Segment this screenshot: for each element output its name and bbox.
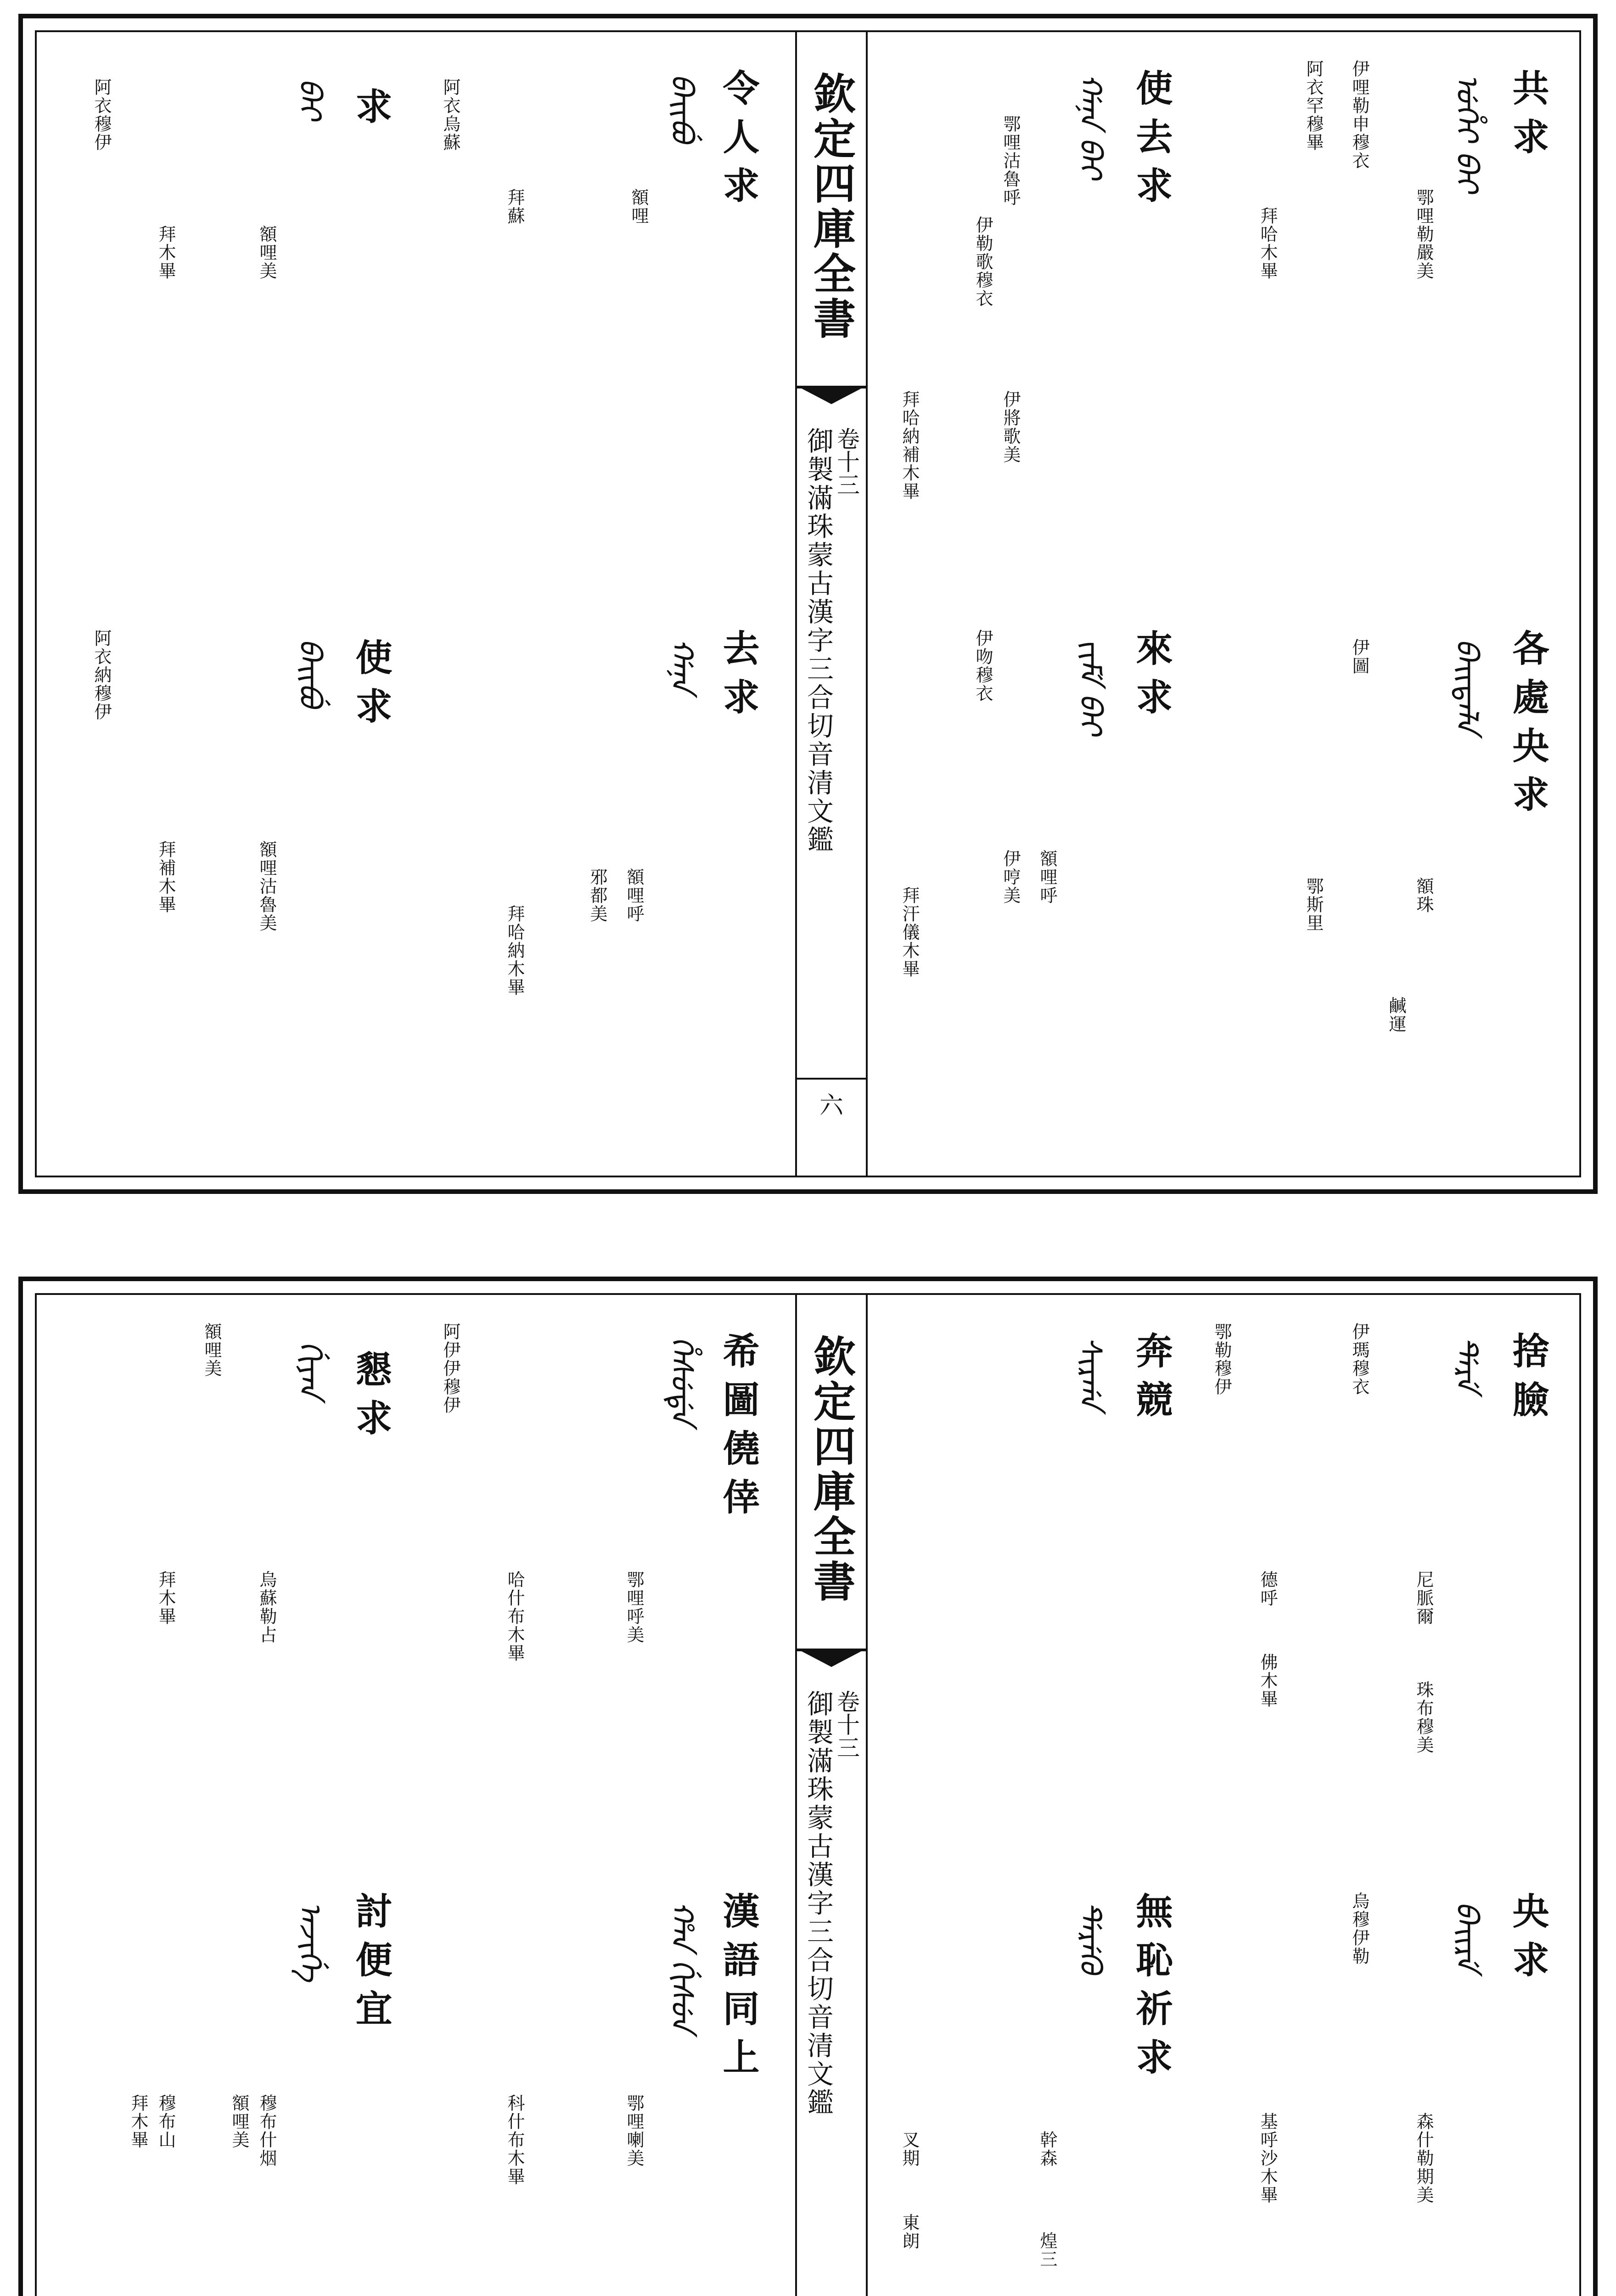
reading: 煌三 <box>1037 2232 1057 2268</box>
manchu-term: ᡤᡳᠶᠠᠨ <box>292 1341 328 1398</box>
reading: 伊哼美 <box>1000 850 1021 905</box>
entry-heading: 央求 <box>1506 1892 1549 1989</box>
entry-heading: 使求 <box>349 638 393 736</box>
reading: 阿衣穆伊 <box>91 78 112 152</box>
manchu-term: ᠵᡳᠮᡝ ᠪᠠᡳ <box>1073 638 1108 735</box>
book-title: 欽定四庫全書 <box>807 1334 856 1604</box>
entry-heading: 希圖僥倖 <box>717 1332 760 1526</box>
manchu-term: ᡥᠠᠨ ᡤᡳᠰᡠᠨ <box>664 1901 700 2032</box>
reading: 額哩美 <box>202 1322 222 1378</box>
spine-subtitle: 御製滿珠蒙古漢字三合切音清文鑑 <box>802 1690 834 2117</box>
reading: 烏蘇勒占 <box>257 1570 277 1644</box>
reading: 德呼 <box>1257 1570 1278 1607</box>
manchu-term: ᡥᡝᠰᡠᡩᡝ <box>664 1336 700 1424</box>
reading: 阿衣納穆伊 <box>91 629 112 721</box>
entry-heading: 無恥祈求 <box>1130 1892 1173 2087</box>
entry-heading: 來求 <box>1130 629 1173 726</box>
entry-heading: 各處央求 <box>1506 629 1549 824</box>
reading: 哈什布木畢 <box>505 1570 525 1662</box>
reading: 伊圖 <box>1349 638 1369 675</box>
reading: 鄂勒穆伊 <box>1212 1322 1232 1396</box>
entry-heading: 使去求 <box>1130 69 1173 215</box>
manchu-term: ᡤᠠᠨᠠ <box>664 638 700 692</box>
reading: 額哩 <box>628 188 649 225</box>
reading: 拜木畢 <box>156 1570 176 1626</box>
fish-tail-mark <box>797 1649 866 1670</box>
reading: 阿伊伊穆伊 <box>440 1322 460 1414</box>
reading: 拜木畢 <box>128 2094 148 2149</box>
reading: 拜汗儀木畢 <box>899 886 920 978</box>
reading: 伊吻穆衣 <box>973 629 993 703</box>
reading: 額哩沽魯美 <box>257 840 277 932</box>
reading: 烏穆伊勒 <box>1349 1892 1369 1965</box>
reading: 額珠 <box>1414 877 1434 914</box>
reading: 鄂哩勒嚴美 <box>1414 188 1434 280</box>
reading: 拜木畢 <box>156 225 176 280</box>
entry-heading: 懇求 <box>349 1350 393 1447</box>
manchu-term: ᠪᠠᡳᡨᠠᠯᠠ <box>1449 638 1485 733</box>
bottom-page <box>18 1277 1598 2296</box>
reading: 拜哈納木畢 <box>505 905 525 996</box>
manchu-term: ᠪᠠᡳᡵᡝ <box>1449 1901 1485 1971</box>
reading: 拜蘇 <box>505 188 525 225</box>
entry-heading: 討便宜 <box>349 1892 393 2038</box>
volume-label: 卷十三 <box>833 427 860 496</box>
manchu-term: ᠰᡳᡵᡤᠠ <box>1073 1336 1108 1409</box>
reading: 珠布穆美 <box>1414 1681 1434 1754</box>
reading: 拜哈納補木畢 <box>899 390 920 501</box>
entry-heading: 漢語同上 <box>717 1892 760 2087</box>
reading: 鄂斯里 <box>1303 877 1324 932</box>
entry-heading: 奔競 <box>1130 1332 1173 1429</box>
reading: 阿衣烏蘇 <box>440 78 460 152</box>
entry-heading: 捨臉 <box>1506 1332 1549 1429</box>
manchu-term: ᡩᡝᡵᡝᡴᡠ <box>1073 1901 1108 1974</box>
reading: 東朗 <box>899 2213 920 2250</box>
reading: 額哩呼 <box>1037 850 1057 905</box>
manchu-term: ᠠᠵᡳᡤᡝ <box>292 1901 328 1981</box>
spine <box>795 1295 868 2296</box>
reading: 鹹運 <box>1386 996 1406 1033</box>
entry-heading: 共求 <box>1506 69 1549 166</box>
book-title: 欽定四庫全書 <box>807 72 856 342</box>
manchu-term: ᠪᠠᡳᠪᡠ <box>292 638 328 707</box>
page-number: 六 <box>797 1078 866 1120</box>
reading: 基呼沙木畢 <box>1257 2112 1278 2204</box>
spine <box>795 32 868 1176</box>
reading: 森什勒期美 <box>1414 2112 1434 2204</box>
entry-heading: 求 <box>349 87 393 136</box>
spine-subtitle: 御製滿珠蒙古漢字三合切音清文鑑 <box>802 427 834 854</box>
reading: 穆布山 <box>156 2094 176 2149</box>
reading: 科什布木畢 <box>505 2094 525 2186</box>
reading: 鄂哩喇美 <box>624 2094 644 2167</box>
reading: 額哩美 <box>257 225 277 280</box>
reading: 邪都美 <box>587 868 607 923</box>
top-page-frame <box>35 30 1581 1177</box>
reading: 尼脈爾 <box>1414 1570 1434 1626</box>
reading: 穆布什烟 <box>257 2094 277 2167</box>
manchu-term: ᡩᡝᡵᡝ <box>1449 1336 1485 1392</box>
entry-heading: 去求 <box>717 629 760 726</box>
bottom-page-frame <box>35 1293 1581 2296</box>
reading: 拜哈木畢 <box>1257 207 1278 280</box>
top-page <box>18 14 1598 1194</box>
reading: 伊將歌美 <box>1000 390 1021 464</box>
reading: 叉期 <box>899 2131 920 2167</box>
reading: 阿衣罕穆畢 <box>1303 60 1324 152</box>
reading: 伊哩勒申穆衣 <box>1349 60 1369 170</box>
reading: 鄂哩呼美 <box>624 1570 644 1644</box>
reading: 伊勒歌穆衣 <box>973 216 993 308</box>
manchu-term: ᠪᠠᡳᠪᡠ <box>664 73 700 142</box>
reading: 佛木畢 <box>1257 1653 1278 1708</box>
manchu-term: ᠪᠠᡳ <box>292 78 328 120</box>
reading: 伊瑪穆衣 <box>1349 1322 1369 1396</box>
entry-heading: 令人求 <box>717 69 760 215</box>
reading: 拜補木畢 <box>156 840 176 914</box>
reading: 額哩呼 <box>624 868 644 923</box>
fish-tail-mark <box>797 386 866 407</box>
manchu-term: ᡠᡥᡝᡳ ᠪᠠᡳ <box>1449 73 1485 192</box>
reading: 額哩美 <box>229 2094 249 2149</box>
manchu-term: ᡤᠠᠨᠠ ᠪᠠᡳ <box>1073 73 1108 179</box>
reading: 鄂哩沽魯呼 <box>1000 115 1021 207</box>
volume-label: 卷十三 <box>833 1690 860 1759</box>
reading: 幹森 <box>1037 2131 1057 2167</box>
